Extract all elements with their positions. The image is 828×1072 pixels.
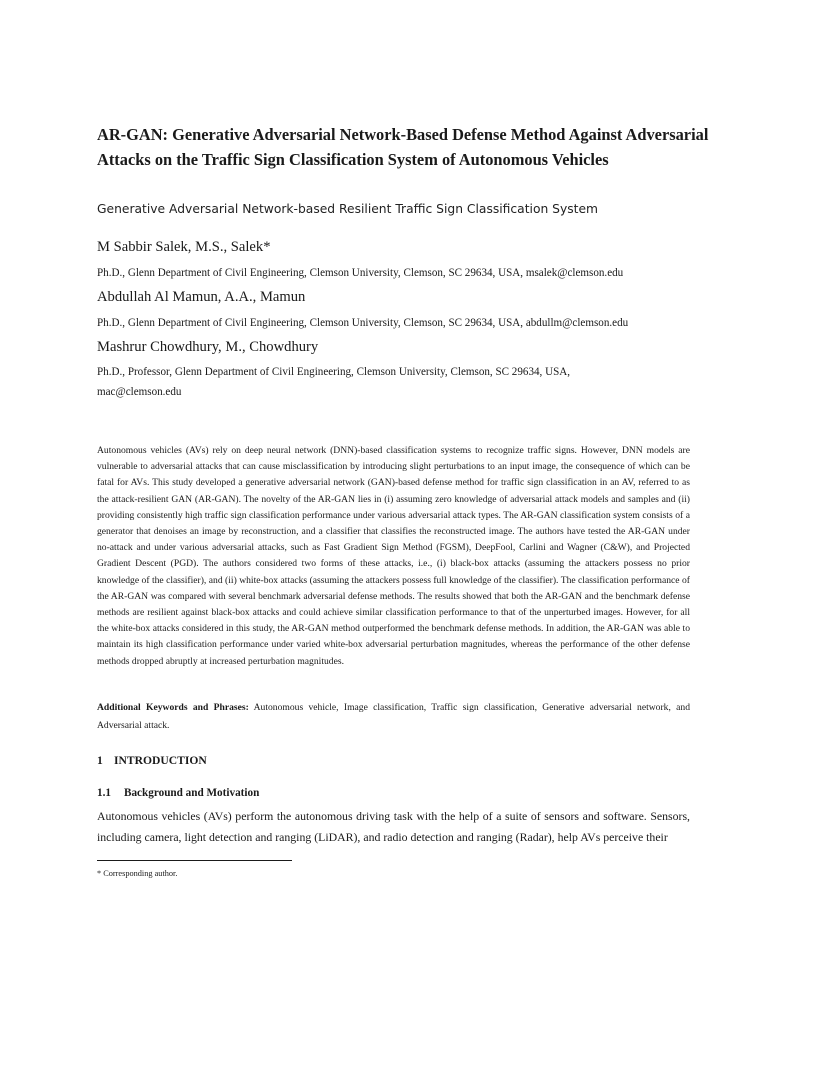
author-affiliation-2: Ph.D., Glenn Department of Civil Engineering, Clemson University, Clemson, SC 29634, USA, abdullm@clemson.edu: [97, 317, 629, 329]
paper-subtitle: Generative Adversarial Network-based Resilient Traffic Sign Classification System: [97, 202, 599, 216]
section-heading: [97, 753, 207, 769]
author-name-1: M Sabbir Salek, M.S., Salek*: [97, 239, 271, 255]
subsection-number: 1.1: [97, 787, 111, 799]
abstract: Autonomous vehicles (AVs) rely on deep neural network (DNN)-based classification systems to recognize traffic signs. However, DNN models are vulnerable to adversarial attacks that can cause misclassification by introducing slight perturbations to an input image, the consequence of which can be fatal for AVs. This study developed a generative adversarial network (GAN)-based defense method for traffic sign classification in an AV, referred to as the attack-resilient GAN (AR-GAN). The novelty of the AR-GAN lies in (i) assuming zero knowledge of adversarial attack models and samples and (ii) providing consistently high traffic sign classification performance under various adversarial attack types. The AR-GAN classification system consists of a generator that denoises an image by reconstruction, and a classifier that classifies the reconstructed image. The authors have tested the AR-GAN under no-attack and under various adversarial attacks, such as Fast Gradient Sign Method (FGSM), DeepFool, Carlini and Wagner (C&W), and Projected Gradient Descent (PGD). The authors considered two forms of these attacks, i.e., (i) black-box attacks (assuming the attackers possess no prior knowledge of the classifier), and (ii) white-box attacks (assuming the attackers possess full knowledge of the classifier). The classification performance of the AR-GAN was compared with several benchmark adversarial defense methods. The results showed that both the AR-GAN and the benchmark defense methods are resilient against black-box attacks and could achieve similar classification performance to that of the unperturbed images. However, for all the white-box attacks considered in this study, the AR-GAN method outperformed the benchmark defense methods. In addition, the AR-GAN was able to maintain its high classification performance under varied white-box adversarial perturbation magnitudes, whereas the performance of the other defense methods dropped abruptly at increased perturbation magnitudes.: [97, 445, 690, 667]
author-name-2: Abdullah Al Mamun, A.A., Mamun: [97, 289, 306, 305]
subsection-heading: [97, 785, 259, 801]
body-paragraph: Autonomous vehicles (AVs) perform the autonomous driving task with the help of a suite of sensors and software. Sensors, including camera, light detection and ranging (LiDAR), and radio detection and ranging (Radar), help AVs perceive their: [97, 809, 690, 844]
footnote-divider: [97, 860, 292, 861]
keywords-label: Additional Keywords and Phrases:: [97, 702, 249, 713]
paper-title: AR-GAN: Generative Adversarial Network-Based Defense Method Against Adversarial Attacks on the Traffic Sign Classification System of Autonomous Vehicles: [97, 125, 709, 169]
section-number: 1: [97, 754, 103, 767]
section-title: INTRODUCTION: [114, 754, 207, 767]
subsection-title: Background and Motivation: [124, 787, 260, 799]
keywords-text: Autonomous vehicle, Image classification, Traffic sign classification, Generative adversarial network, and Adversarial attack.: [97, 702, 691, 731]
footnote: * Corresponding author.: [97, 869, 178, 878]
keywords: [97, 699, 690, 734]
author-affiliation-3: Ph.D., Professor, Glenn Department of Civil Engineering, Clemson University, Clemson, SC 29634, USA, mac@clemson.edu: [97, 366, 571, 398]
author-affiliation-1: Ph.D., Glenn Department of Civil Engineering, Clemson University, Clemson, SC 29634, USA, msalek@clemson.edu: [97, 267, 624, 279]
author-name-3: Mashrur Chowdhury, M., Chowdhury: [97, 339, 319, 355]
